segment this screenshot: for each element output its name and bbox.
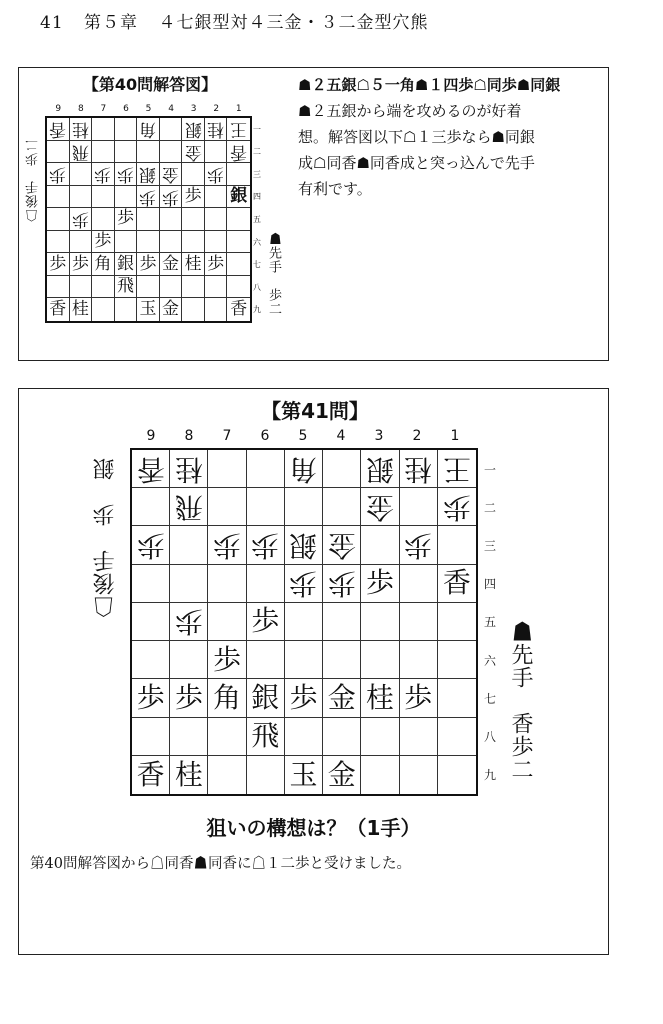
board1-gote-hand: ☖後手 歩二: [26, 138, 41, 222]
board-square: [182, 141, 205, 164]
board-square: [92, 298, 115, 321]
board-square: [182, 276, 205, 299]
board-square: [70, 253, 93, 276]
board-square: [323, 488, 361, 526]
board-square: [160, 298, 183, 321]
board-square: [227, 186, 250, 209]
board-square: [400, 756, 438, 794]
board-square: [47, 298, 70, 321]
rank-label: 五: [253, 215, 261, 225]
board-square: [323, 526, 361, 564]
board-square: [208, 718, 246, 756]
page-header: [40, 8, 442, 33]
board1-grid: [45, 116, 252, 323]
file-label: 8: [77, 104, 84, 114]
gote-piece: 角: [139, 119, 157, 140]
problem-description: 第40問解答図から☖同香☗同香に☖１二歩と受けました。: [30, 856, 411, 872]
gote-piece: 香: [136, 452, 165, 486]
gote-piece: 銀: [139, 164, 157, 185]
gote-piece: 歩: [207, 164, 225, 185]
board-square: [438, 641, 476, 679]
board-square: [323, 756, 361, 794]
file-label: 1: [235, 104, 242, 114]
sente-piece: 金: [327, 680, 356, 714]
board-square: [438, 718, 476, 756]
board-square: [137, 118, 160, 141]
gote-piece: 歩: [327, 567, 356, 601]
board-square: [47, 231, 70, 254]
board-square: [208, 488, 246, 526]
board2-sente-hand: ☗先手 香歩二: [508, 620, 533, 781]
board-square: [361, 488, 399, 526]
board-square: [205, 208, 228, 231]
board-square: [247, 641, 285, 679]
board-square: [208, 565, 246, 603]
sente-piece: 玉: [139, 299, 157, 320]
board-square: [182, 118, 205, 141]
chapter-label: 第５章: [84, 13, 139, 33]
board-square: [400, 565, 438, 603]
board-square: [205, 298, 228, 321]
board-square: [70, 118, 93, 141]
file-label: 4: [168, 104, 174, 114]
gote-piece: 金: [184, 141, 202, 162]
gote-piece: 金: [162, 164, 180, 185]
board-square: [285, 565, 323, 603]
board-square: [247, 526, 285, 564]
board-square: [137, 231, 160, 254]
board-square: [285, 603, 323, 641]
sente-piece: 歩: [94, 231, 112, 252]
sente-piece: 桂: [365, 680, 394, 714]
board-square: [92, 276, 115, 299]
board-square: [247, 565, 285, 603]
file-label: 6: [260, 428, 270, 444]
board-square: [132, 488, 170, 526]
board-square: [323, 603, 361, 641]
board-square: [132, 718, 170, 756]
board-square: [160, 208, 183, 231]
gote-piece: 桂: [404, 452, 433, 486]
board-square: [47, 141, 70, 164]
board-square: [285, 526, 323, 564]
board-square: [361, 526, 399, 564]
board-square: [92, 118, 115, 141]
board1-sente-hand: ☗先手 歩二: [266, 232, 281, 316]
board-square: [438, 756, 476, 794]
sente-piece: 飛: [251, 719, 280, 753]
sente-piece: 桂: [184, 253, 202, 274]
board-square: [323, 565, 361, 603]
board-square: [205, 186, 228, 209]
board-square: [92, 163, 115, 186]
gote-piece: 歩: [136, 529, 165, 563]
board-square: [285, 450, 323, 488]
question-text: 狙いの構想は？（1手）: [206, 816, 421, 840]
sente-piece: 銀: [116, 253, 134, 274]
board-square: [115, 186, 138, 209]
board-square: [160, 141, 183, 164]
board-square: [115, 231, 138, 254]
gote-piece: 銀: [184, 119, 202, 140]
board-square: [227, 163, 250, 186]
board-square: [285, 488, 323, 526]
sente-piece: 香: [230, 299, 248, 320]
gote-piece: 王: [442, 452, 471, 486]
board-square: [182, 253, 205, 276]
board-square: [400, 718, 438, 756]
board-square: [208, 450, 246, 488]
board-square: [132, 756, 170, 794]
board-square: [438, 526, 476, 564]
board-square: [132, 641, 170, 679]
board-square: [170, 603, 208, 641]
gote-piece: 桂: [207, 119, 225, 140]
answer-40-commentary-line: 有利です。: [298, 180, 372, 198]
sente-piece: 金: [162, 299, 180, 320]
sente-piece: 歩: [289, 680, 318, 714]
sente-piece: 角: [213, 680, 242, 714]
board-square: [115, 118, 138, 141]
sente-piece: 歩: [213, 642, 242, 676]
sente-piece: 歩: [136, 680, 165, 714]
file-label: 7: [100, 104, 107, 114]
board-square: [400, 526, 438, 564]
board-square: [132, 603, 170, 641]
rank-label: 五: [483, 615, 496, 630]
board2-grid: [130, 448, 478, 796]
gote-piece: 歩: [289, 567, 318, 601]
board-square: [205, 163, 228, 186]
board-square: [205, 231, 228, 254]
board-square: [170, 526, 208, 564]
board-square: [323, 641, 361, 679]
file-label: 5: [145, 104, 152, 114]
board-square: [400, 641, 438, 679]
board-square: [247, 603, 285, 641]
board-square: [47, 118, 70, 141]
board-square: [160, 186, 183, 209]
file-label: 2: [213, 104, 220, 114]
rank-label: 九: [253, 305, 261, 315]
board-square: [170, 565, 208, 603]
board-square: [70, 186, 93, 209]
page-number: 41: [40, 13, 64, 33]
board-square: [208, 641, 246, 679]
rank-label: 四: [253, 192, 261, 202]
gote-piece: 飛: [174, 490, 203, 524]
rank-label: 二: [483, 500, 496, 515]
chapter-title: ４七銀型対４三金・３二金型穴熊: [158, 13, 429, 33]
board-square: [205, 253, 228, 276]
board-square: [323, 679, 361, 717]
board-square: [160, 231, 183, 254]
board-square: [92, 231, 115, 254]
board-square: [400, 603, 438, 641]
board-square: [285, 718, 323, 756]
board2-file-labels: [132, 428, 474, 444]
rank-label: 九: [483, 768, 496, 783]
file-label: 2: [412, 428, 422, 444]
board1-file-labels: [47, 104, 250, 114]
board-square: [361, 450, 399, 488]
sente-piece: 金: [327, 757, 356, 791]
answer-40-commentary-line: 想。解答図以下☖１三歩なら☗同銀: [298, 128, 535, 146]
board-square: [438, 603, 476, 641]
board-square: [227, 253, 250, 276]
answer-40-text: [298, 72, 598, 202]
board-square: [92, 141, 115, 164]
board-square: [70, 298, 93, 321]
gote-piece: 歩: [71, 209, 89, 230]
file-label: 9: [146, 428, 156, 444]
gote-piece: 歩: [442, 490, 471, 524]
board-square: [115, 141, 138, 164]
answer-40-commentary-line: ☗２五銀から端を攻めるのが好着: [298, 102, 522, 120]
sente-piece: 香: [136, 757, 165, 791]
board-square: [208, 756, 246, 794]
gote-piece: 歩: [404, 529, 433, 563]
board-square: [70, 163, 93, 186]
board-square: [70, 208, 93, 231]
answer-40-moves: ☗２五銀☖５一角☗１四歩☖同歩☗同銀: [298, 76, 561, 94]
board-square: [227, 141, 250, 164]
sente-piece: 歩: [116, 208, 134, 229]
board-square: [208, 526, 246, 564]
board-square: [182, 298, 205, 321]
file-label: 5: [298, 428, 308, 444]
gote-piece: 歩: [94, 164, 112, 185]
board-square: [170, 679, 208, 717]
sente-piece: 歩: [365, 566, 394, 600]
sente-piece: 金: [162, 253, 180, 274]
board-square: [47, 208, 70, 231]
sente-piece: 歩: [49, 253, 67, 274]
board2-rank-labels: [478, 450, 502, 794]
board-square: [137, 298, 160, 321]
board-square: [247, 756, 285, 794]
board-square: [115, 208, 138, 231]
board-square: [70, 141, 93, 164]
gote-piece: 王: [230, 119, 248, 140]
board-square: [182, 231, 205, 254]
board-square: [247, 488, 285, 526]
gote-piece: 歩: [49, 164, 67, 185]
board-square: [70, 231, 93, 254]
rank-label: 七: [253, 260, 261, 270]
board-square: [400, 488, 438, 526]
board-square: [438, 450, 476, 488]
rank-label: 三: [253, 169, 261, 179]
board-square: [285, 679, 323, 717]
gote-piece: 金: [327, 529, 356, 563]
board-square: [170, 641, 208, 679]
board1-title: 【第40問解答図】: [82, 75, 218, 94]
gote-piece: 歩: [139, 186, 157, 207]
gote-piece: 金: [365, 490, 394, 524]
sente-piece: 歩: [251, 604, 280, 638]
board-square: [137, 163, 160, 186]
board-square: [400, 450, 438, 488]
board-square: [438, 565, 476, 603]
file-label: 9: [55, 104, 62, 114]
board-square: [227, 208, 250, 231]
gote-piece: 歩: [162, 186, 180, 207]
sente-piece: 歩: [207, 253, 225, 274]
sente-piece: 歩: [174, 680, 203, 714]
gote-piece: 桂: [174, 452, 203, 486]
board-square: [132, 526, 170, 564]
board-square: [438, 679, 476, 717]
sente-piece: 香: [49, 299, 67, 320]
file-label: 8: [184, 428, 194, 444]
rank-label: 八: [483, 730, 496, 745]
board-square: [137, 253, 160, 276]
gote-piece: 銀: [365, 452, 394, 486]
gote-piece: 銀: [289, 529, 318, 563]
board-square: [115, 276, 138, 299]
board2-gote-hand: ☖後手 歩 銀: [93, 457, 118, 618]
board-square: [70, 276, 93, 299]
board-square: [247, 679, 285, 717]
rank-label: 一: [253, 124, 261, 134]
board-square: [92, 253, 115, 276]
rank-label: 三: [483, 539, 496, 554]
board-square: [247, 718, 285, 756]
board-square: [227, 276, 250, 299]
gote-piece: 香: [230, 141, 248, 162]
board-square: [170, 718, 208, 756]
board-square: [208, 603, 246, 641]
board-square: [182, 186, 205, 209]
sente-piece: 桂: [71, 299, 89, 320]
sente-piece: 香: [442, 566, 471, 600]
board-square: [205, 118, 228, 141]
rank-label: 八: [253, 282, 261, 292]
board-square: [47, 276, 70, 299]
sente-piece: 歩: [71, 253, 89, 274]
sente-piece: 歩: [139, 253, 157, 274]
board-square: [285, 756, 323, 794]
sente-piece: 角: [94, 253, 112, 274]
board-square: [227, 298, 250, 321]
gote-piece: 桂: [71, 119, 89, 140]
rank-label: 六: [483, 653, 496, 668]
board-square: [323, 718, 361, 756]
board-square: [137, 208, 160, 231]
board-square: [92, 186, 115, 209]
gote-piece: 歩: [251, 529, 280, 563]
board-square: [170, 450, 208, 488]
board-square: [115, 253, 138, 276]
answer-40-commentary-line: 成☖同香☗同香成と突っ込んで先手: [298, 154, 535, 172]
board-square: [170, 488, 208, 526]
gote-piece: 香: [49, 119, 67, 140]
sente-piece: 玉: [289, 757, 318, 791]
board-square: [47, 163, 70, 186]
rank-label: 一: [483, 462, 496, 477]
board-square: [361, 641, 399, 679]
board-square: [227, 118, 250, 141]
board-square: [160, 118, 183, 141]
board-square: [285, 641, 323, 679]
board-square: [115, 163, 138, 186]
board-square: [227, 231, 250, 254]
file-label: 1: [450, 428, 460, 444]
board-square: [438, 488, 476, 526]
board-square: [205, 276, 228, 299]
gote-piece: 角: [289, 452, 318, 486]
sente-piece: 飛: [116, 276, 134, 297]
file-label: 3: [190, 104, 197, 114]
board-square: [160, 253, 183, 276]
file-label: 3: [374, 428, 384, 444]
board-square: [182, 208, 205, 231]
board-square: [247, 450, 285, 488]
board-square: [323, 450, 361, 488]
sente-piece: 銀: [230, 185, 248, 206]
board-square: [47, 186, 70, 209]
board-square: [132, 565, 170, 603]
sente-piece: 歩: [404, 680, 433, 714]
gote-piece: 歩: [116, 164, 134, 185]
rank-label: 二: [253, 147, 261, 157]
board2-title: 【第41問】: [261, 399, 369, 423]
board-square: [92, 208, 115, 231]
rank-label: 七: [483, 691, 496, 706]
file-label: 4: [336, 428, 346, 444]
gote-piece: 歩: [213, 529, 242, 563]
board-square: [182, 163, 205, 186]
sente-piece: 銀: [251, 680, 280, 714]
board-square: [47, 253, 70, 276]
board-square: [361, 603, 399, 641]
board-square: [361, 718, 399, 756]
file-label: 6: [123, 104, 129, 114]
board-square: [132, 450, 170, 488]
file-label: 7: [222, 428, 232, 444]
board-square: [208, 679, 246, 717]
board-square: [160, 163, 183, 186]
sente-piece: 歩: [184, 185, 202, 206]
board-square: [160, 276, 183, 299]
board-square: [361, 756, 399, 794]
board-square: [115, 298, 138, 321]
rank-label: 六: [253, 237, 261, 247]
board-square: [137, 186, 160, 209]
board-square: [137, 141, 160, 164]
sente-piece: 桂: [174, 757, 203, 791]
board-square: [361, 679, 399, 717]
board1-rank-labels: [251, 118, 263, 321]
board-square: [137, 276, 160, 299]
board-square: [361, 565, 399, 603]
board-square: [205, 141, 228, 164]
board-square: [132, 679, 170, 717]
board-square: [400, 679, 438, 717]
gote-piece: 歩: [174, 605, 203, 639]
board-square: [170, 756, 208, 794]
gote-piece: 飛: [71, 141, 89, 162]
rank-label: 四: [483, 577, 496, 592]
